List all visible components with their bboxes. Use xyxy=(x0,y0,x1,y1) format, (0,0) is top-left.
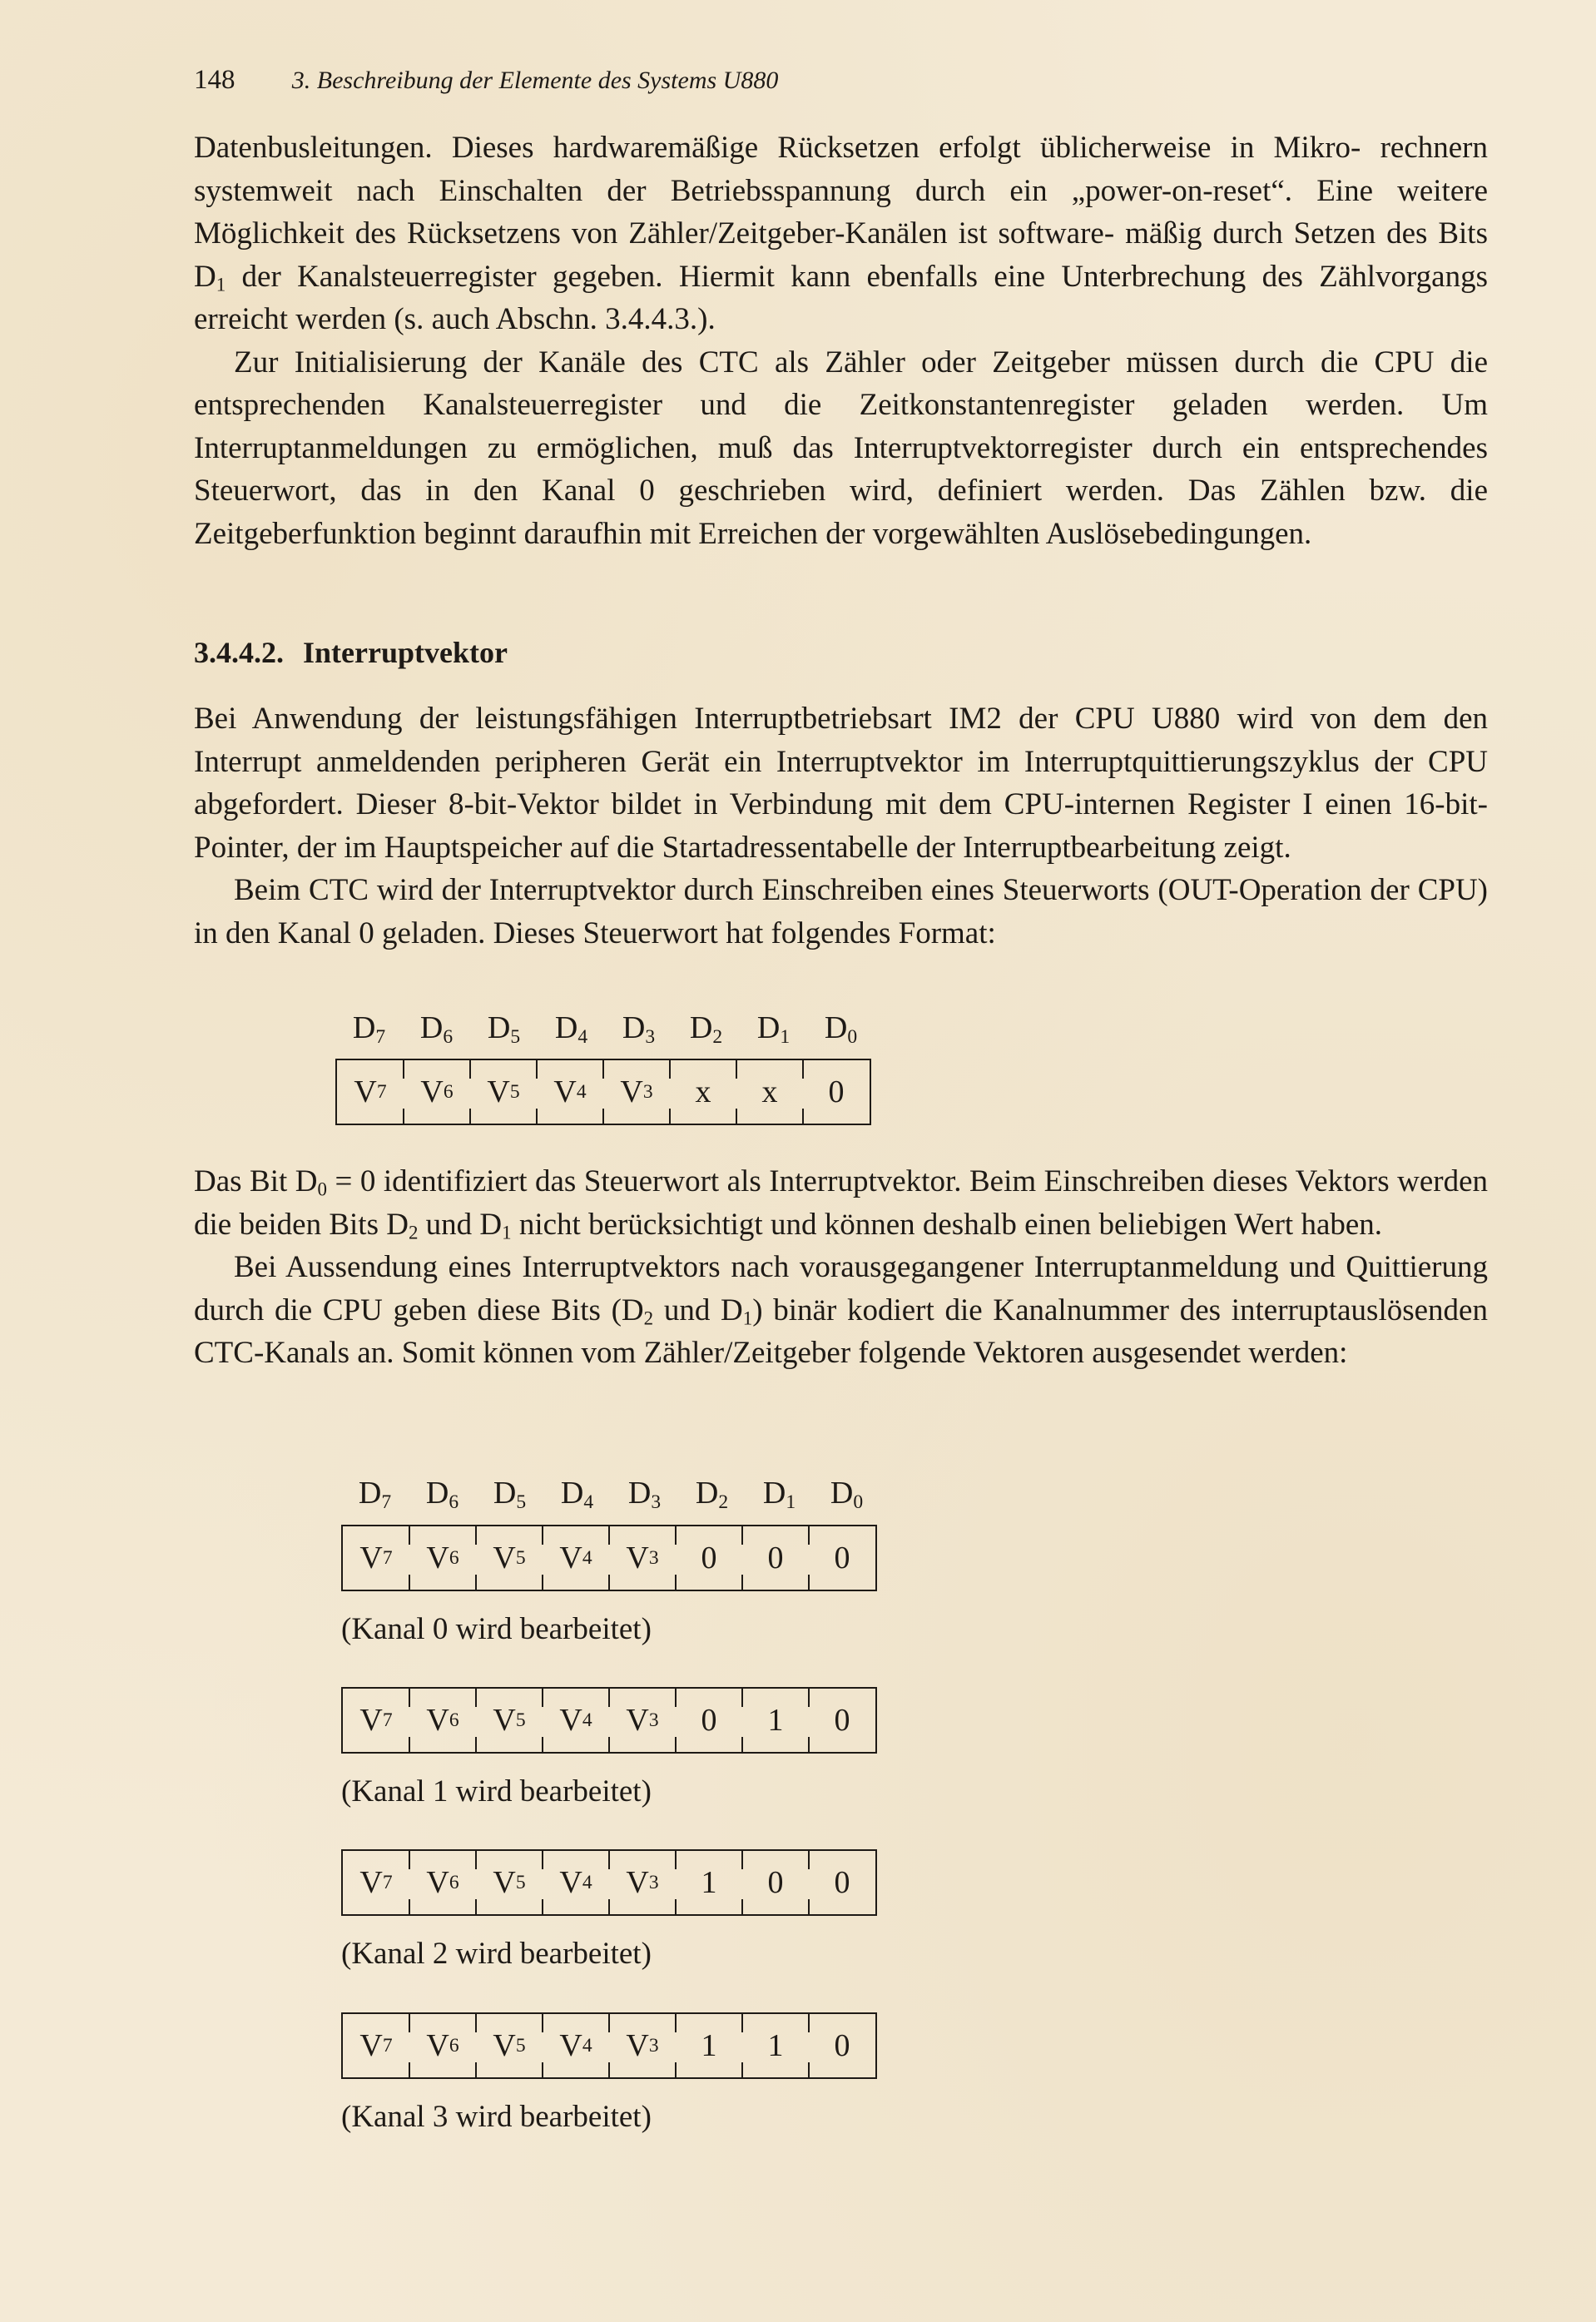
register-cell: V 6 xyxy=(409,1689,476,1752)
register-cell: V 7 xyxy=(359,2028,393,2063)
bit-label: $D_5$ xyxy=(493,1476,527,1513)
register-cell: 0 xyxy=(809,1526,875,1590)
vector-caption: (Kanal 0 wird bearbeitet) xyxy=(341,1612,652,1646)
page-number: 148 xyxy=(194,65,235,95)
format-register xyxy=(335,1059,871,1125)
chapter-title: 3. Beschreibung der Elemente des Systems U880 xyxy=(291,67,779,94)
bit-label: $D_2$ xyxy=(689,1010,723,1048)
paragraph-vector-output: Bei Aussendung eines Interruptvektors nach vorausgegangener Interruptanmeldung und Quittierung durch die CPU geben diese Bits ($D_2$ und $D_1$) binär kodiert die Kanalnummer des interruptauslösenden CTC-Kanals an. Somit können vom Zähler/Zeitgeber folgende Vektoren ausgesendet werden: xyxy=(194,1250,1488,1370)
vector-caption: (Kanal 2 wird bearbeitet) xyxy=(341,1937,652,1971)
register-cell: V 7 xyxy=(359,1541,393,1575)
bit-label: $D_5$ xyxy=(487,1010,521,1048)
paragraph-bit-d0: Das Bit $D_0 = 0$ identifiziert das Steuerwort als Interruptvektor. Beim Einschreiben dieses Vektors werden die beiden Bits $D_2$ und $D_1$ nicht berücksichtigt und können deshalb einen beliebigen Wert haben. xyxy=(194,1164,1489,1243)
register-cell: V 5 xyxy=(476,1526,543,1590)
register-cell: V 4 xyxy=(543,1851,609,1914)
register-cell: V 4 xyxy=(543,1526,609,1590)
bit-label: $D_3$ xyxy=(627,1476,662,1513)
register-cell: V 6 xyxy=(409,2014,476,2077)
bit-label: $D_7$ xyxy=(358,1476,392,1513)
vector-register xyxy=(341,1687,877,1754)
register-cell: V 5 xyxy=(476,1851,543,1914)
register-cell: V 5 xyxy=(470,1060,537,1124)
bit-label: $D_1$ xyxy=(756,1010,791,1048)
bit-label: $D_6$ xyxy=(425,1476,459,1513)
register-cell: V 3 xyxy=(609,1526,676,1590)
bit-label-row xyxy=(341,1475,880,1511)
register-cell: 0 xyxy=(676,1689,742,1752)
bit-label: $D_4$ xyxy=(560,1476,594,1513)
register-cell: 1 xyxy=(742,2014,809,2077)
register-cell: V 4 xyxy=(543,2014,609,2077)
register-cell: 0 xyxy=(742,1851,809,1914)
section-heading xyxy=(194,635,508,670)
text-block-interruptvektor xyxy=(194,697,1488,955)
register-cell: x xyxy=(736,1060,803,1124)
register-cell: 0 xyxy=(809,1689,875,1752)
running-head xyxy=(194,65,778,96)
bit-label-row xyxy=(335,1010,875,1046)
register-cell: V 3 xyxy=(603,1060,670,1124)
section-number: 3.4.4.2. xyxy=(194,636,284,669)
bit-label: $D_7$ xyxy=(352,1010,386,1048)
register-cell: V 4 xyxy=(543,1689,609,1752)
register-cell: 1 xyxy=(676,2014,742,2077)
register-cell: V 6 xyxy=(404,1060,470,1124)
register-cell: V 5 xyxy=(476,2014,543,2077)
register-cell: V 7 xyxy=(359,1703,393,1738)
section-title: Interruptvektor xyxy=(303,636,508,669)
register-cell: V 3 xyxy=(609,1689,676,1752)
register-cell: V 7 xyxy=(359,1865,393,1900)
bit-label: $D_0$ xyxy=(824,1010,858,1048)
vector-register xyxy=(341,2012,877,2079)
register-cell: V 6 xyxy=(409,1526,476,1590)
register-cell: x xyxy=(670,1060,736,1124)
paragraph-im2: Bei Anwendung der leistungsfähigen Interruptbetriebsart IM2 der CPU U880 wird von dem den Interrupt anmeldenden peripheren Gerät ein Interruptvektor im Interruptquittierungszyklus der CPU abgefordert. Dieser 8-bit-Vektor bildet in Verbindung mit dem CPU-internen Register I einen 16-bit-Pointer, der im Hauptspeicher auf die Startadressentabelle der Interruptbearbeitung zeigt. xyxy=(194,702,1488,865)
vector-caption: (Kanal 1 wird bearbeitet) xyxy=(341,1774,652,1808)
bit-label: $D_6$ xyxy=(419,1010,454,1048)
bit-label: $D_0$ xyxy=(830,1476,864,1513)
register-cell: 0 xyxy=(809,1851,875,1914)
bit-label: $D_2$ xyxy=(695,1476,729,1513)
register-cell: 0 xyxy=(742,1526,809,1590)
bit-label: $D_1$ xyxy=(762,1476,796,1513)
register-cell: 0 xyxy=(803,1060,870,1124)
register-cell: V 5 xyxy=(476,1689,543,1752)
paragraph-ctc-format: Beim CTC wird der Interruptvektor durch Einschreiben eines Steuerworts (OUT-Operation der CPU) in den Kanal 0 geladen. Dieses Steuerwort hat folgendes Format: xyxy=(194,873,1488,950)
paragraph-initialization: Zur Initialisierung der Kanäle des CTC als Zähler oder Zeitgeber müssen durch die CPU die entsprechenden Kanalsteuerregister und die Zeitkonstantenregister geladen werden. Um Interruptanmeldungen zu ermöglichen, muß das Interruptvektorregister durch ein entsprechendes Steuerwort, das in den Kanal 0 geschrieben wird, definiert werden. Das Zählen bzw. die Zeitgeberfunktion beginnt daraufhin mit Erreichen der vorgewählten Auslösebedingungen. xyxy=(194,345,1488,551)
register-cell: V 3 xyxy=(609,2014,676,2077)
register-cell: 0 xyxy=(676,1526,742,1590)
vector-register xyxy=(341,1849,877,1916)
bit-label: $D_3$ xyxy=(622,1010,656,1048)
register-cell: 1 xyxy=(676,1851,742,1914)
vector-caption: (Kanal 3 wird bearbeitet) xyxy=(341,2100,652,2134)
register-cell: V 4 xyxy=(537,1060,603,1124)
bit-label: $D_4$ xyxy=(554,1010,588,1048)
register-cell: 0 xyxy=(809,2014,875,2077)
register-cell: V 3 xyxy=(609,1851,676,1914)
vector-register xyxy=(341,1525,877,1591)
register-cell: 1 xyxy=(742,1689,809,1752)
register-cell: V 6 xyxy=(409,1851,476,1914)
register-cell: V 7 xyxy=(354,1074,387,1109)
text-block-top xyxy=(194,127,1488,555)
text-block-vectors xyxy=(194,1160,1488,1375)
paragraph-reset: Datenbusleitungen. Dieses hardwaremäßige Rücksetzen erfolgt üblicherweise in Mikro- rechnern systemweit nach Einschalten der Betriebsspannung durch ein „power-on-reset“. Eine weitere Möglichkeit des Rücksetzens von Zähler/Zeitgeber-Kanälen ist software- mäßig durch Setzen des Bits $D_1$ der Kanalsteuerregister gegeben. Hiermit kann ebenfalls eine Unterbrechung des Zählvorgangs erreicht werden (s. auch Abschn. 3.4.4.3.). xyxy=(194,131,1488,336)
